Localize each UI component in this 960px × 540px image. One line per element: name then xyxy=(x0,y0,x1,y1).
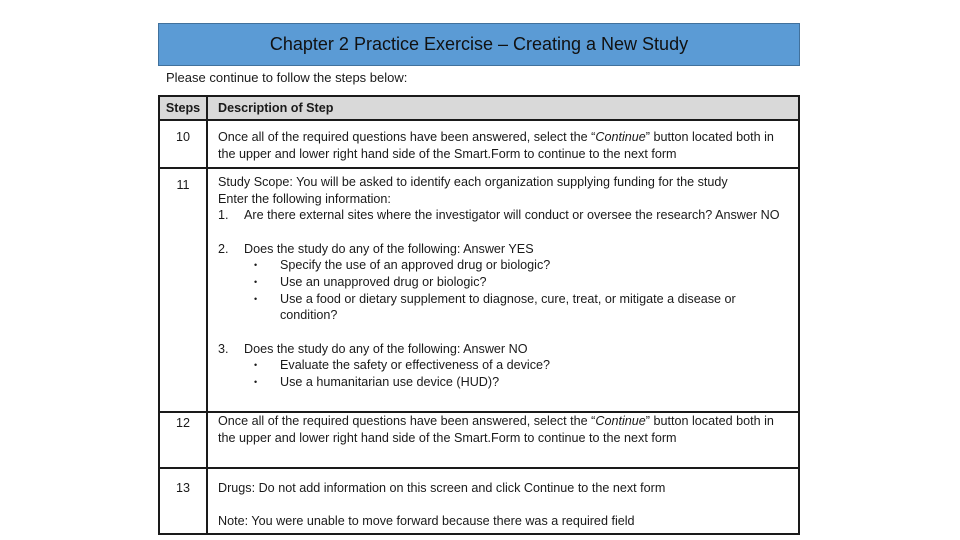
bullet-icon: • xyxy=(254,360,258,371)
bullet-text: Use a food or dietary supplement to diagnose, cure, treat, or mitigate a disease or condition? xyxy=(280,291,736,323)
slide-title: Chapter 2 Practice Exercise – Creating a New Study xyxy=(269,34,689,54)
desc-line: Study Scope: You will be asked to identify each organization supplying funding for the study xyxy=(218,175,728,189)
step-description xyxy=(207,120,799,168)
list-number: 3. xyxy=(218,341,229,356)
bullet-icon: • xyxy=(254,276,258,287)
step-number: 11 xyxy=(159,168,207,412)
bullet-text: Evaluate the safety or effectiveness of a device? xyxy=(280,358,550,373)
desc-text: ” button located both in the upper and lower right hand side of the Smart.Form to continue to the next form xyxy=(218,414,774,445)
desc-text: Once all of the required questions have been answered, select the “ xyxy=(218,130,596,144)
step-description xyxy=(207,168,799,412)
step-number: 12 xyxy=(159,412,207,468)
continue-emphasis: Continue xyxy=(595,130,646,144)
continue-emphasis: Continue xyxy=(595,414,646,428)
bullet-item xyxy=(244,257,792,274)
bullet-icon: • xyxy=(254,293,258,304)
bullet-item xyxy=(244,274,792,291)
bullet-list xyxy=(244,257,792,323)
list-item xyxy=(218,241,792,324)
table-row xyxy=(159,120,799,168)
desc-line: Enter the following information: xyxy=(218,191,391,206)
bullet-item xyxy=(244,374,792,391)
bullet-text: Specify the use of an approved drug or biologic? xyxy=(280,258,551,273)
desc-text: ” button located both in the upper and lower right hand side of the Smart.Form to continue to the next form xyxy=(218,130,774,161)
bullet-item xyxy=(244,357,792,374)
bullet-icon: • xyxy=(254,376,258,387)
step-description xyxy=(207,412,799,468)
list-text: Does the study do any of the following: Answer NO xyxy=(244,341,528,356)
header-description: Description of Step xyxy=(207,96,799,120)
steps-table xyxy=(158,95,800,535)
list-text: Are there external sites where the investigator will conduct or oversee the research? Answer NO xyxy=(244,208,780,223)
list-item xyxy=(218,207,792,224)
desc-line: Drugs: Do not add information on this screen and click Continue to the next form xyxy=(218,481,666,495)
table-row xyxy=(159,168,799,412)
step-number: 13 xyxy=(159,468,207,534)
list-number: 1. xyxy=(218,208,229,223)
list-item xyxy=(218,341,792,391)
step-description xyxy=(207,468,799,534)
intro-text: Please continue to follow the steps below: xyxy=(166,70,408,85)
desc-text: Once all of the required questions have been answered, select the “ xyxy=(218,414,596,428)
bullet-icon: • xyxy=(254,260,258,271)
table-row xyxy=(159,468,799,534)
bullet-text: Use an unapproved drug or biologic? xyxy=(280,274,487,289)
step-number: 10 xyxy=(159,120,207,168)
table-header-row xyxy=(159,96,799,120)
bullet-text: Use a humanitarian use device (HUD)? xyxy=(280,374,500,389)
table-row xyxy=(159,412,799,468)
bullet-list xyxy=(244,357,792,390)
note-text: Note: You were unable to move forward because there was a required field xyxy=(218,513,635,528)
slide-title-bar xyxy=(158,23,800,66)
header-steps: Steps xyxy=(159,96,207,120)
bullet-item xyxy=(244,291,792,324)
list-text: Does the study do any of the following: Answer YES xyxy=(244,241,534,256)
list-number: 2. xyxy=(218,241,229,256)
